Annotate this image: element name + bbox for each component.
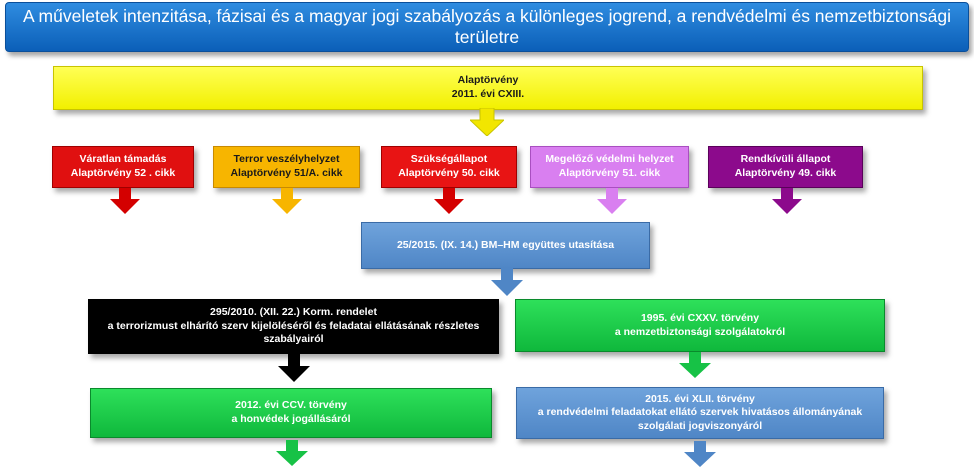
rendvedelmi-law-node bbox=[516, 387, 884, 439]
korm-rendelet-arrow-icon bbox=[278, 354, 310, 382]
rendvedelmi-arrow-icon bbox=[684, 441, 716, 467]
category-terror-veszelyhelyzet bbox=[213, 146, 360, 188]
root-node-line2: 2011. évi CXIII. bbox=[451, 88, 525, 100]
category-line2: Alaptörvény 52 . cikk bbox=[70, 167, 176, 179]
joint-instruction-node bbox=[361, 222, 650, 269]
category-line1: Szükségállapot bbox=[410, 153, 488, 166]
category-arrow-purple-icon bbox=[772, 188, 802, 214]
honved-law-node bbox=[90, 388, 492, 438]
diagram-title bbox=[5, 2, 969, 52]
root-down-arrow-icon bbox=[470, 108, 504, 136]
korm-rendelet-line3: szabályairól bbox=[263, 333, 324, 346]
category-rendkivuli-allapot bbox=[708, 146, 863, 188]
category-line2: Alaptörvény 50. cikk bbox=[398, 167, 500, 179]
honved-law-line2: a honvédek jogállásáról bbox=[231, 413, 351, 425]
category-arrow-red-icon bbox=[110, 188, 140, 214]
category-arrow-orange-icon bbox=[272, 188, 302, 214]
nemzetbiztonsagi-arrow-icon bbox=[679, 352, 711, 378]
nemzetbiztonsagi-law-line2: a nemzetbiztonsági szolgálatokról bbox=[614, 325, 786, 338]
nemzetbiztonsagi-law-node bbox=[515, 299, 885, 352]
category-line1: Rendkívüli állapot bbox=[740, 153, 831, 166]
category-line2: Alaptörvény 51/A. cikk bbox=[230, 167, 343, 179]
joint-down-arrow-icon bbox=[491, 268, 523, 296]
diagram-title-text: A műveletek intenzitása, fázisai és a magyar jogi szabályozás a különleges jogrend, a rendvédelmi és nemzetbiztonsági területre bbox=[22, 6, 951, 47]
joint-instruction-text: 25/2015. (IX. 14.) BM–HM együttes utasítása bbox=[396, 238, 615, 251]
category-megelozo-vedelmi-helyzet bbox=[530, 146, 689, 188]
nemzetbiztonsagi-law-line1: 1995. évi CXXV. törvény bbox=[640, 311, 760, 324]
category-varatlan-tamadas bbox=[52, 146, 194, 188]
category-line2: Alaptörvény 49. cikk bbox=[734, 167, 837, 179]
rendvedelmi-law-line2: a rendvédelmi feladatokat ellátó szervek hivatásos állományának bbox=[537, 406, 863, 419]
honved-law-line1: 2012. évi CCV. törvény bbox=[235, 399, 347, 412]
rendvedelmi-law-line3: szolgálati jogviszonyáról bbox=[637, 419, 763, 432]
category-szuksegallapot bbox=[381, 146, 517, 188]
korm-rendelet-line1: 295/2010. (XII. 22.) Korm. rendelet bbox=[210, 306, 377, 319]
rendvedelmi-law-line1: 2015. évi XLII. törvény bbox=[645, 392, 755, 405]
honved-arrow-icon bbox=[276, 440, 308, 466]
root-node-alaptorveny bbox=[53, 66, 923, 110]
korm-rendelet-line2: a terrorizmust elhárító szerv kijelöléséről és feladatai ellátásának részletes bbox=[107, 319, 480, 332]
category-arrow-red2-icon bbox=[434, 188, 464, 214]
root-node-line1: Alaptörvény bbox=[457, 74, 519, 87]
korm-rendelet-node bbox=[88, 299, 499, 354]
category-line1: Terror veszélyhelyzet bbox=[233, 153, 340, 166]
category-line1: Megelőző védelmi helyzet bbox=[545, 153, 674, 166]
category-arrow-lilac-icon bbox=[597, 188, 627, 214]
category-line2: Alaptörvény 51. cikk bbox=[558, 167, 661, 179]
category-line1: Váratlan támadás bbox=[79, 153, 167, 166]
